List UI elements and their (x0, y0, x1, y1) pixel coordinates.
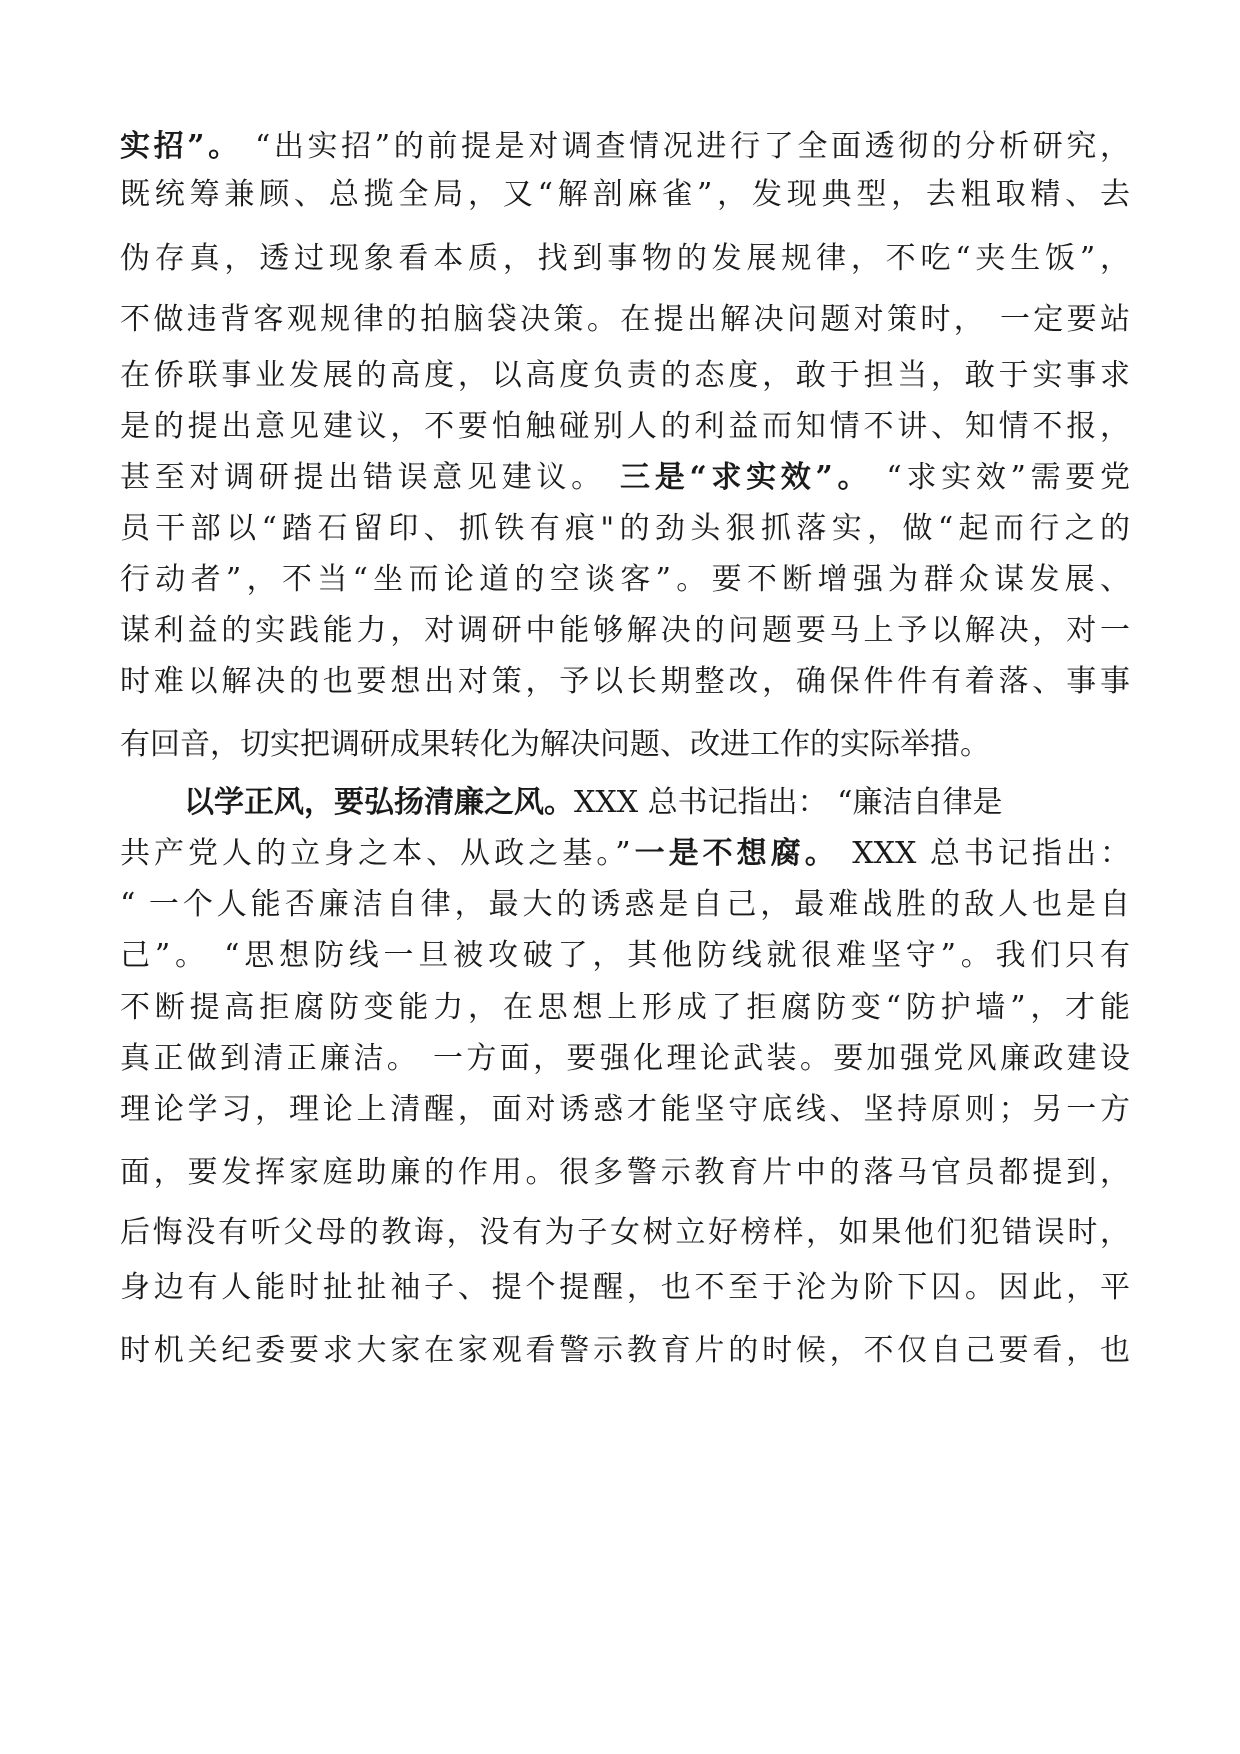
text: 共产党人的立身之本、从政之基。” (120, 836, 631, 871)
text: 甚至对调研提出错误意见建议。 (120, 460, 621, 495)
text: 有回音，切实把调研成果转化为解决问题、改进工作的实际举措。 (120, 727, 990, 762)
text: “出实招”的前提是对调查情况进行了全面透彻的分析研究， (241, 129, 1130, 164)
text-line (120, 882, 1130, 928)
text: 是的提出意见建议，不要怕触碰别人的利益而知情不讲、知情不报， (120, 409, 1130, 444)
text: 谋利益的实践能力，对调研中能够解决的问题要马上予以解决，对一 (120, 613, 1130, 648)
text: 时难以解决的也要想出对策，予以长期整改，确保件件有着落、事事 (120, 664, 1130, 699)
text-line (120, 506, 1130, 552)
bold-text: 以学正风，要弘扬清廉之风。 (184, 785, 574, 820)
text: 在侨联事业发展的高度，以高度负责的态度，敢于担当，敢于实事求 (120, 358, 1130, 393)
text: 不断提高拒腐防变能力，在思想上形成了拒腐防变“防护墙”，才能 (120, 990, 1130, 1025)
text: 身边有人能时扯扯袖子、提个提醒，也不至于沦为阶下囚。因此，平 (120, 1270, 1130, 1305)
text-line (120, 659, 1130, 705)
text-line (120, 1210, 1130, 1256)
text-line (120, 172, 1130, 218)
text: 面，要发挥家庭助廉的作用。很多警示教育片中的落马官员都提到， (120, 1155, 1130, 1190)
text: 员干部以“踏石留印、抓铁有痕"的劲头狠抓落实，做“起而行之的 (120, 511, 1130, 546)
text-line (120, 124, 1130, 170)
text: 不做违背客观规律的拍脑袋决策。在提出解决问题对策时， 一定要站 (120, 302, 1130, 337)
paragraph-first-line (184, 780, 1130, 826)
bold-text: 三是“求实效”。 (620, 460, 873, 495)
text-line (120, 1150, 1130, 1196)
text-line (120, 236, 1130, 282)
text-line (120, 557, 1130, 603)
text: 真正做到清正廉洁。 一方面，要强化理论武装。要加强党风廉政建设 (120, 1041, 1130, 1076)
text: 时机关纪委要求大家在家观看警示教育片的时候，不仅自己要看，也 (120, 1333, 1130, 1368)
bold-text: 一是不想腐。 (630, 836, 839, 871)
text: 伪存真，透过现象看本质，找到事物的发展规律，不吃“夹生饭”， (120, 241, 1130, 276)
bold-text: 实招”。 (120, 129, 242, 164)
text-line (120, 1036, 1130, 1082)
text-line (120, 1087, 1130, 1133)
text-line (120, 722, 1130, 768)
text: “求实效”需要党 (872, 460, 1130, 495)
text: XXX 总书记指出： (838, 836, 1130, 871)
text: 理论学习，理论上清醒，面对诱惑才能坚守底线、坚持原则；另一方 (120, 1092, 1130, 1127)
text: 行动者”，不当“坐而论道的空谈客”。要不断增强为群众谋发展、 (120, 562, 1130, 597)
text-line (120, 608, 1130, 654)
text-line (120, 353, 1130, 399)
text-line (120, 985, 1130, 1031)
text-line (120, 1328, 1130, 1374)
text: 己”。 “思想防线一旦被攻破了，其他防线就很难坚守”。我们只有 (120, 938, 1130, 973)
text: 后悔没有听父母的教诲，没有为子女树立好榜样，如果他们犯错误时， (120, 1215, 1130, 1250)
text-line (120, 933, 1130, 979)
text-line (120, 831, 1130, 877)
text-line (120, 455, 1130, 501)
text: XXX 总书记指出： “廉洁自律是 (574, 785, 1003, 820)
text: 既统筹兼顾、总揽全局，又“解剖麻雀”，发现典型，去粗取精、去 (120, 177, 1130, 212)
text-line (120, 1265, 1130, 1311)
text-line (120, 404, 1130, 450)
text-line (120, 297, 1130, 343)
text: “ 一个人能否廉洁自律，最大的诱惑是自己，最难战胜的敌人也是自 (120, 887, 1130, 922)
